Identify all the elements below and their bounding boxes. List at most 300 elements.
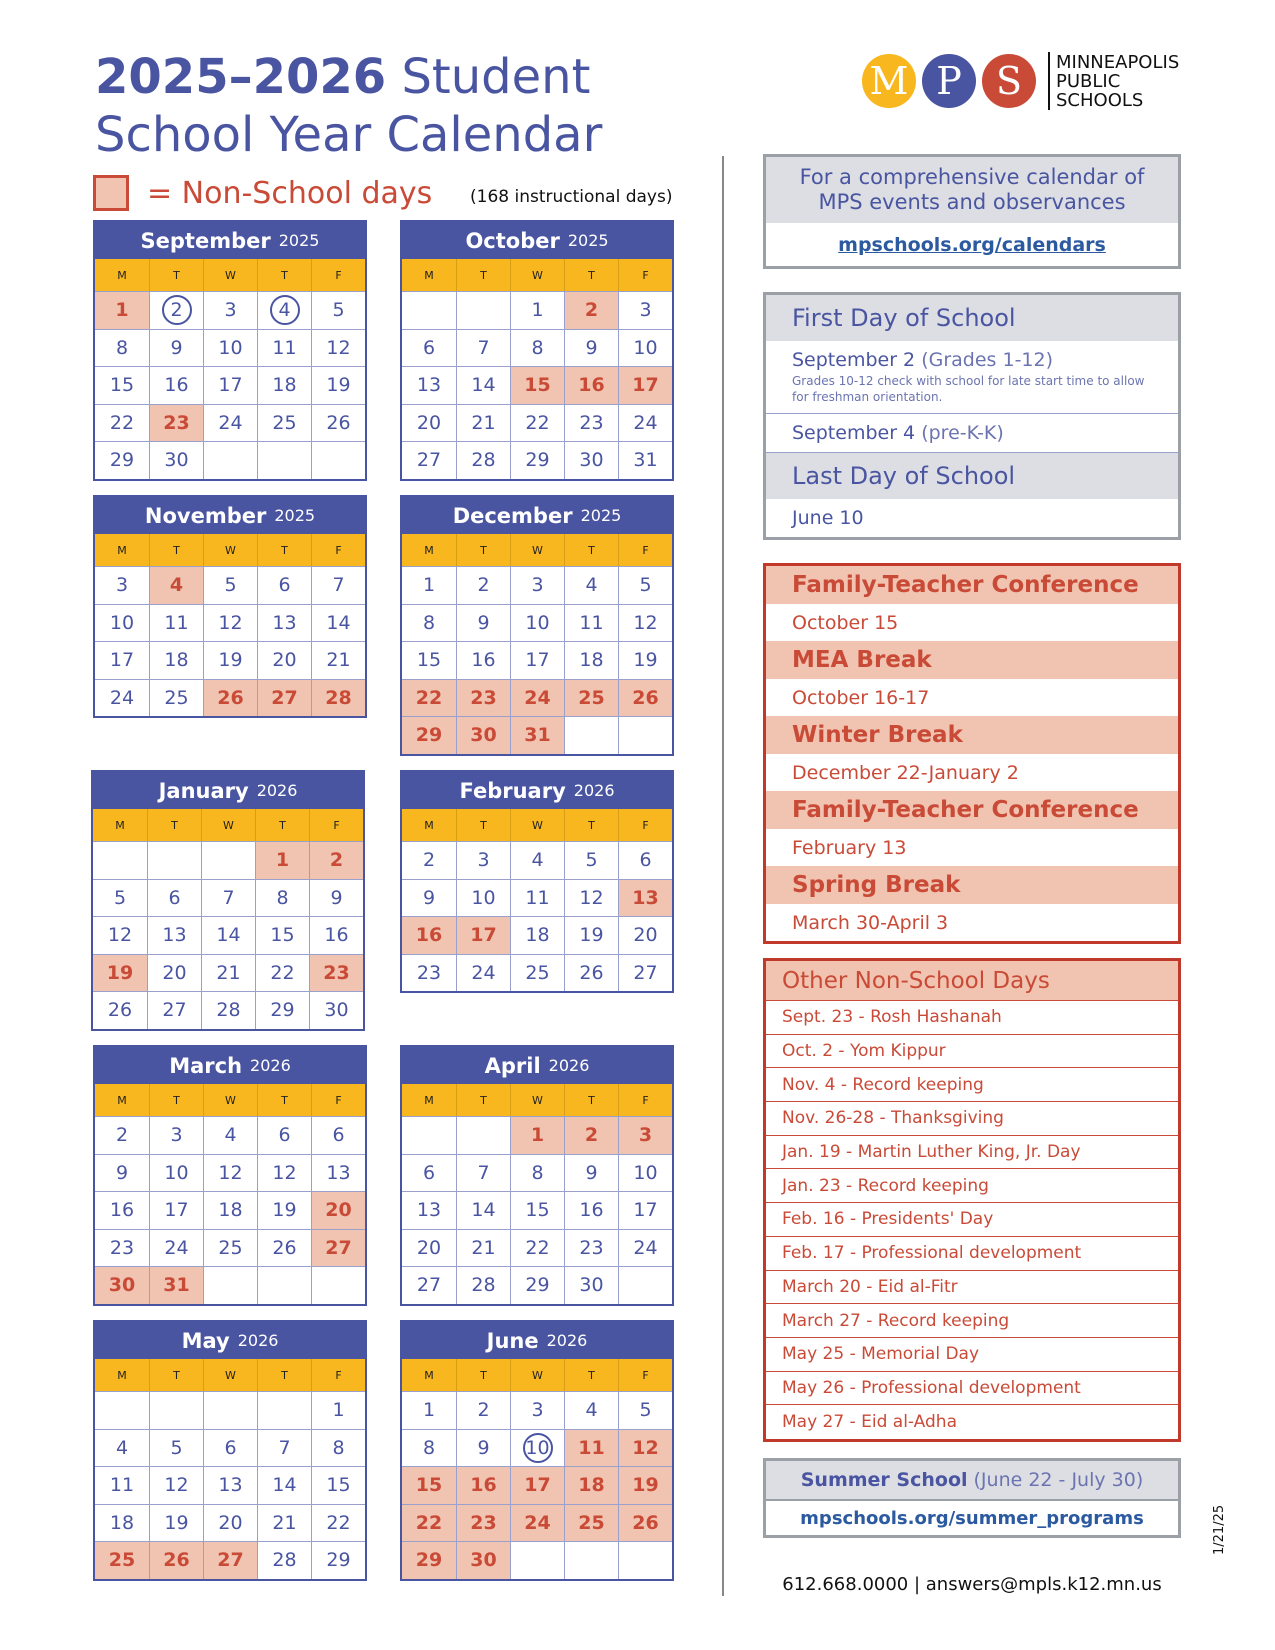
list-item: Nov. 4 - Record keeping <box>766 1068 1178 1102</box>
calendar-day <box>510 1541 564 1579</box>
list-item: May 27 - Eid al-Adha <box>782 1412 957 1433</box>
calendar-day <box>203 441 257 479</box>
calendar-day: 3 <box>510 1391 564 1429</box>
calendar-day: 9 <box>149 329 203 367</box>
calendar-month-header <box>95 1047 365 1084</box>
calendar-day <box>618 1541 672 1579</box>
break-dates: March 30-April 3 <box>792 911 949 934</box>
first-last-day: 4 <box>257 291 311 329</box>
calendar-day: 7 <box>201 879 255 917</box>
calendar-day <box>95 1391 149 1429</box>
non-school-day: 17 <box>456 916 510 954</box>
contact-info: 612.668.0000 | answers@mpls.k12.mn.us <box>782 1574 1162 1595</box>
calendar-day: 21 <box>201 954 255 992</box>
weekday-label: W <box>203 534 257 566</box>
calendar-day: 3 <box>510 566 564 604</box>
calendar-day <box>257 1266 311 1304</box>
calendar-day: 23 <box>402 954 456 992</box>
calendar-day <box>311 441 365 479</box>
calendar-month-header <box>402 1322 672 1359</box>
calendar-day: 21 <box>311 641 365 679</box>
calendar-day: 23 <box>564 1229 618 1267</box>
break-heading: Winter Break <box>766 716 1178 754</box>
weekday-label: T <box>257 1084 311 1116</box>
weekday-label: W <box>203 1084 257 1116</box>
calendar-day: 5 <box>149 1429 203 1467</box>
first-last-day-box <box>763 292 1181 540</box>
month-year: 2025 <box>278 231 320 250</box>
calendar-day <box>311 1266 365 1304</box>
weekday-header-row <box>402 1084 672 1116</box>
calendar-day: 11 <box>257 329 311 367</box>
calendar-day: 29 <box>255 991 309 1029</box>
calendar-day: 3 <box>618 291 672 329</box>
month-name: December <box>452 503 573 528</box>
calendar-day-grid <box>95 291 365 479</box>
weekday-label: T <box>149 1359 203 1391</box>
non-school-day: 22 <box>402 1504 456 1542</box>
list-item: March 27 - Record keeping <box>766 1304 1178 1338</box>
calendar-day: 13 <box>147 916 201 954</box>
calendar-day: 30 <box>149 441 203 479</box>
weekday-label: F <box>311 534 365 566</box>
non-school-day: 12 <box>618 1429 672 1467</box>
weekday-label: T <box>149 534 203 566</box>
calendar-month-header <box>95 497 365 534</box>
calendar-day: 9 <box>456 1429 510 1467</box>
calendar-day: 10 <box>456 879 510 917</box>
calendar-day: 20 <box>147 954 201 992</box>
calendar-day: 21 <box>456 1229 510 1267</box>
non-school-day: 26 <box>203 679 257 717</box>
calendar-day: 13 <box>402 1191 456 1229</box>
calendar-day: 20 <box>402 404 456 442</box>
calendar-day: 10 <box>203 329 257 367</box>
last-day-heading: Last Day of School <box>766 453 1178 499</box>
calendar-day <box>201 841 255 879</box>
calendar-day <box>257 441 311 479</box>
non-school-day: 1 <box>255 841 309 879</box>
month-name: May <box>181 1328 230 1353</box>
calendar-day: 20 <box>402 1229 456 1267</box>
calendar-day <box>456 291 510 329</box>
calendar-day: 27 <box>402 1266 456 1304</box>
calendar-day: 28 <box>456 1266 510 1304</box>
calendar-day: 2 <box>402 841 456 879</box>
calendar-day: 14 <box>311 604 365 642</box>
calendar-day: 1 <box>402 566 456 604</box>
calendar-day: 13 <box>203 1466 257 1504</box>
month-name: April <box>484 1053 541 1078</box>
calendar-day: 7 <box>257 1429 311 1467</box>
calendar-day: 29 <box>510 1266 564 1304</box>
calendar-day: 17 <box>149 1191 203 1229</box>
calendar-day: 9 <box>456 604 510 642</box>
calendar-day: 4 <box>564 1391 618 1429</box>
calendar-day: 11 <box>95 1466 149 1504</box>
calendar-day: 9 <box>564 329 618 367</box>
calendar-day: 26 <box>311 404 365 442</box>
list-item: Sept. 23 - Rosh Hashanah <box>766 1001 1178 1035</box>
non-school-day: 29 <box>402 716 456 754</box>
weekday-label: F <box>309 809 363 841</box>
calendar-day: 19 <box>257 1191 311 1229</box>
non-school-day: 27 <box>311 1229 365 1267</box>
logo-p-icon: P <box>922 54 976 108</box>
first-day-pre-k: September 4 (pre-K-K) <box>766 414 1178 453</box>
logo-divider <box>1048 52 1050 110</box>
calendar-day: 25 <box>149 679 203 717</box>
calendar-day: 29 <box>311 1541 365 1579</box>
calendar-day: 16 <box>564 1191 618 1229</box>
weekday-label: F <box>618 259 672 291</box>
other-non-school-days-box <box>763 958 1181 1442</box>
non-school-day: 23 <box>456 1504 510 1542</box>
calendar-day: 7 <box>456 1154 510 1192</box>
non-school-day: 17 <box>510 1466 564 1504</box>
calendar-day: 7 <box>311 566 365 604</box>
calendar-day: 25 <box>510 954 564 992</box>
calendar-day <box>149 1391 203 1429</box>
calendar-day: 2 <box>456 1391 510 1429</box>
non-school-day: 1 <box>95 291 149 329</box>
calendar-day: 20 <box>618 916 672 954</box>
calendar-february <box>400 770 674 993</box>
weekday-label: T <box>564 1084 618 1116</box>
non-school-day: 30 <box>95 1266 149 1304</box>
non-school-day: 31 <box>510 716 564 754</box>
month-year: 2026 <box>250 1056 291 1075</box>
calendar-day: 6 <box>311 1116 365 1154</box>
list-item: Oct. 2 - Yom Kippur <box>766 1035 1178 1069</box>
calendar-day: 8 <box>402 1429 456 1467</box>
calendars-link[interactable]: mpschools.org/calendars <box>838 233 1106 256</box>
calendar-september <box>93 220 367 481</box>
month-year: 2026 <box>237 1331 279 1350</box>
non-school-day: 26 <box>618 679 672 717</box>
calendar-day: 21 <box>456 404 510 442</box>
weekday-label: F <box>618 534 672 566</box>
calendar-day: 10 <box>618 329 672 367</box>
calendar-day: 3 <box>95 566 149 604</box>
break-dates: October 16-17 <box>792 686 930 709</box>
first-day-grades-1-12: September 2 (Grades 1-12) Grades 10-12 check with school for late start time to allow for freshman orientation. <box>766 341 1178 414</box>
break-heading: Spring Break <box>766 866 1178 904</box>
other-heading: Other Non-School Days <box>766 961 1178 1001</box>
weekday-label: M <box>117 543 127 557</box>
calendar-day: 18 <box>510 916 564 954</box>
calendar-november <box>93 495 367 718</box>
weekday-label: M <box>424 543 434 557</box>
calendar-day: 29 <box>510 441 564 479</box>
non-school-day: 15 <box>510 366 564 404</box>
weekday-label: F <box>311 1084 365 1116</box>
calendar-day: 2 <box>456 566 510 604</box>
calendar-month-header <box>95 222 365 259</box>
calendar-day: 18 <box>95 1504 149 1542</box>
calendar-day: 2 <box>95 1116 149 1154</box>
revision-date: 1/21/25 <box>1212 1504 1227 1555</box>
calendar-day: 24 <box>618 404 672 442</box>
list-item: May 25 - Memorial Day <box>766 1338 1178 1372</box>
calendar-day: 12 <box>564 879 618 917</box>
calendar-day: 12 <box>149 1466 203 1504</box>
calendar-day: 4 <box>203 1116 257 1154</box>
calendar-day: 16 <box>309 916 363 954</box>
calendar-day: 9 <box>95 1154 149 1192</box>
calendar-january <box>91 770 365 1031</box>
calendar-day: 24 <box>203 404 257 442</box>
month-year: 2025 <box>580 506 622 525</box>
calendar-day: 8 <box>255 879 309 917</box>
month-year: 2025 <box>274 506 316 525</box>
list-item: Nov. 26-28 - Thanksgiving <box>766 1102 1178 1136</box>
weekday-label: T <box>257 259 311 291</box>
calendar-day: 12 <box>93 916 147 954</box>
non-school-swatch <box>93 175 129 211</box>
calendar-december <box>400 495 674 756</box>
calendar-day: 30 <box>564 441 618 479</box>
weekday-label: T <box>149 259 203 291</box>
calendar-day: 29 <box>95 441 149 479</box>
weekday-label: T <box>456 809 510 841</box>
break-heading: Family-Teacher Conference <box>766 566 1178 604</box>
calendar-day: 27 <box>618 954 672 992</box>
calendar-day: 17 <box>618 1191 672 1229</box>
summer-programs-link[interactable]: mpschools.org/summer_programs <box>766 1499 1178 1535</box>
calendar-month-header <box>95 1322 365 1359</box>
non-school-day: 22 <box>402 679 456 717</box>
break-heading: Family-Teacher Conference <box>766 791 1178 829</box>
non-school-day: 25 <box>564 1504 618 1542</box>
calendar-day: 6 <box>203 1429 257 1467</box>
calendar-day: 19 <box>311 366 365 404</box>
non-school-day: 25 <box>95 1541 149 1579</box>
calendar-day: 30 <box>309 991 363 1029</box>
calendar-day: 3 <box>456 841 510 879</box>
last-day-date: June 10 <box>792 507 864 529</box>
weekday-label: F <box>618 1084 672 1116</box>
calendar-day: 12 <box>203 1154 257 1192</box>
weekday-label: T <box>564 809 618 841</box>
break-heading: MEA Break <box>766 641 1178 679</box>
calendar-day <box>456 1116 510 1154</box>
page-title <box>95 48 715 164</box>
calendar-day: 19 <box>618 641 672 679</box>
non-school-day: 26 <box>618 1504 672 1542</box>
weekday-label: F <box>311 1359 365 1391</box>
calendar-day: 15 <box>510 1191 564 1229</box>
logo-s-icon: S <box>982 54 1036 108</box>
legend-text: = Non-School days <box>147 175 433 211</box>
calendar-day: 22 <box>255 954 309 992</box>
non-school-day: 19 <box>618 1466 672 1504</box>
calendar-day: 5 <box>618 566 672 604</box>
weekday-label: T <box>257 1359 311 1391</box>
weekday-label: T <box>564 534 618 566</box>
non-school-day: 20 <box>311 1191 365 1229</box>
calendar-day: 14 <box>201 916 255 954</box>
comprehensive-text: For a comprehensive calendar of MPS events and observances <box>766 157 1178 223</box>
calendar-day: 8 <box>510 329 564 367</box>
non-school-day: 26 <box>149 1541 203 1579</box>
list-item: March 20 - Eid al-Fitr <box>766 1271 1178 1305</box>
non-school-day: 28 <box>311 679 365 717</box>
mps-logo <box>862 52 1179 110</box>
calendar-day: 28 <box>257 1541 311 1579</box>
calendar-october <box>400 220 674 481</box>
weekday-label: T <box>564 259 618 291</box>
calendar-month-header <box>402 222 672 259</box>
logo-m-icon: M <box>862 54 916 108</box>
logo-wordmark: MINNEAPOLIS PUBLIC SCHOOLS <box>1056 51 1180 111</box>
weekday-label: W <box>510 534 564 566</box>
non-school-day: 23 <box>309 954 363 992</box>
weekday-label: W <box>203 259 257 291</box>
weekday-label: W <box>510 809 564 841</box>
weekday-label: M <box>424 818 434 832</box>
calendar-day-grid <box>93 841 363 1029</box>
calendar-day: 3 <box>203 291 257 329</box>
weekday-header-row <box>95 534 365 566</box>
first-last-day: 10 <box>510 1429 564 1467</box>
calendar-day: 22 <box>311 1504 365 1542</box>
calendar-day: 15 <box>95 366 149 404</box>
weekday-label: M <box>117 1093 127 1107</box>
instructional-days: (168 instructional days) <box>470 187 673 207</box>
non-school-day: 27 <box>203 1541 257 1579</box>
weekday-label: W <box>510 259 564 291</box>
weekday-header-row <box>402 259 672 291</box>
month-year: 2026 <box>573 781 615 800</box>
weekday-label: M <box>117 268 127 282</box>
calendar-day: 5 <box>618 1391 672 1429</box>
calendar-day: 17 <box>510 641 564 679</box>
weekday-label: M <box>117 1368 127 1382</box>
calendar-day: 5 <box>203 566 257 604</box>
first-day-heading: First Day of School <box>766 295 1178 341</box>
non-school-day: 29 <box>402 1541 456 1579</box>
calendar-march <box>93 1045 367 1306</box>
calendar-day: 22 <box>510 404 564 442</box>
calendar-day: 22 <box>95 404 149 442</box>
non-school-day: 30 <box>456 1541 510 1579</box>
calendar-day: 4 <box>510 841 564 879</box>
weekday-label: M <box>424 1368 434 1382</box>
break-dates: December 22-January 2 <box>792 761 1019 784</box>
calendar-day: 18 <box>203 1191 257 1229</box>
month-name: February <box>459 778 566 803</box>
weekday-label: T <box>456 534 510 566</box>
calendar-day: 25 <box>257 404 311 442</box>
calendar-day: 10 <box>149 1154 203 1192</box>
calendar-day: 3 <box>149 1116 203 1154</box>
calendar-day: 5 <box>311 291 365 329</box>
month-name: January <box>158 778 249 803</box>
calendar-day-grid <box>402 291 672 479</box>
calendar-june <box>400 1320 674 1581</box>
first-last-day: 2 <box>149 291 203 329</box>
calendar-day: 9 <box>402 879 456 917</box>
weekday-label: W <box>510 1084 564 1116</box>
calendar-day: 1 <box>510 291 564 329</box>
non-school-day: 2 <box>564 291 618 329</box>
calendar-day: 18 <box>149 641 203 679</box>
calendar-day: 19 <box>149 1504 203 1542</box>
weekday-label: T <box>257 534 311 566</box>
legend <box>93 175 432 211</box>
calendar-day: 7 <box>456 329 510 367</box>
non-school-day: 18 <box>564 1466 618 1504</box>
calendar-day: 27 <box>402 441 456 479</box>
weekday-header-row <box>402 534 672 566</box>
calendar-day: 20 <box>257 641 311 679</box>
calendar-day: 6 <box>257 566 311 604</box>
list-item: Jan. 19 - Martin Luther King, Jr. Day <box>766 1136 1178 1170</box>
calendar-month-header <box>402 1047 672 1084</box>
non-school-day: 24 <box>510 1504 564 1542</box>
non-school-day: 19 <box>93 954 147 992</box>
calendar-day-grid <box>402 1116 672 1304</box>
calendar-day: 10 <box>95 604 149 642</box>
calendar-day: 9 <box>564 1154 618 1192</box>
weekday-label: W <box>201 809 255 841</box>
weekday-label: T <box>147 809 201 841</box>
calendar-day: 18 <box>564 641 618 679</box>
calendar-day: 23 <box>564 404 618 442</box>
calendar-day: 14 <box>257 1466 311 1504</box>
calendar-april <box>400 1045 674 1306</box>
weekday-label: T <box>456 1359 510 1391</box>
calendar-day <box>618 716 672 754</box>
calendar-day: 26 <box>93 991 147 1029</box>
weekday-label: M <box>115 818 125 832</box>
month-name: November <box>144 503 267 528</box>
break-dates: February 13 <box>792 836 907 859</box>
calendar-day: 8 <box>402 604 456 642</box>
calendar-day: 12 <box>203 604 257 642</box>
calendar-day: 24 <box>456 954 510 992</box>
calendar-day: 4 <box>564 566 618 604</box>
non-school-day: 4 <box>149 566 203 604</box>
calendar-day: 26 <box>564 954 618 992</box>
calendar-day: 17 <box>95 641 149 679</box>
calendar-day: 27 <box>147 991 201 1029</box>
calendar-day: 13 <box>257 604 311 642</box>
calendar-day: 25 <box>203 1229 257 1267</box>
weekday-header-row <box>95 1359 365 1391</box>
calendar-day: 21 <box>257 1504 311 1542</box>
calendar-day: 1 <box>311 1391 365 1429</box>
calendar-day: 12 <box>618 604 672 642</box>
calendar-day <box>402 1116 456 1154</box>
calendar-day-grid <box>402 566 672 754</box>
calendar-day: 8 <box>510 1154 564 1192</box>
calendar-day-grid <box>95 1391 365 1579</box>
calendar-day <box>257 1391 311 1429</box>
calendar-day: 14 <box>456 366 510 404</box>
calendar-day: 26 <box>257 1229 311 1267</box>
month-year: 2026 <box>546 1331 588 1350</box>
calendar-day <box>147 841 201 879</box>
month-year: 2025 <box>567 231 609 250</box>
calendar-day: 15 <box>311 1466 365 1504</box>
weekday-header-row <box>402 809 672 841</box>
calendar-may <box>93 1320 367 1581</box>
non-school-day: 27 <box>257 679 311 717</box>
weekday-header-row <box>95 1084 365 1116</box>
non-school-day: 15 <box>402 1466 456 1504</box>
